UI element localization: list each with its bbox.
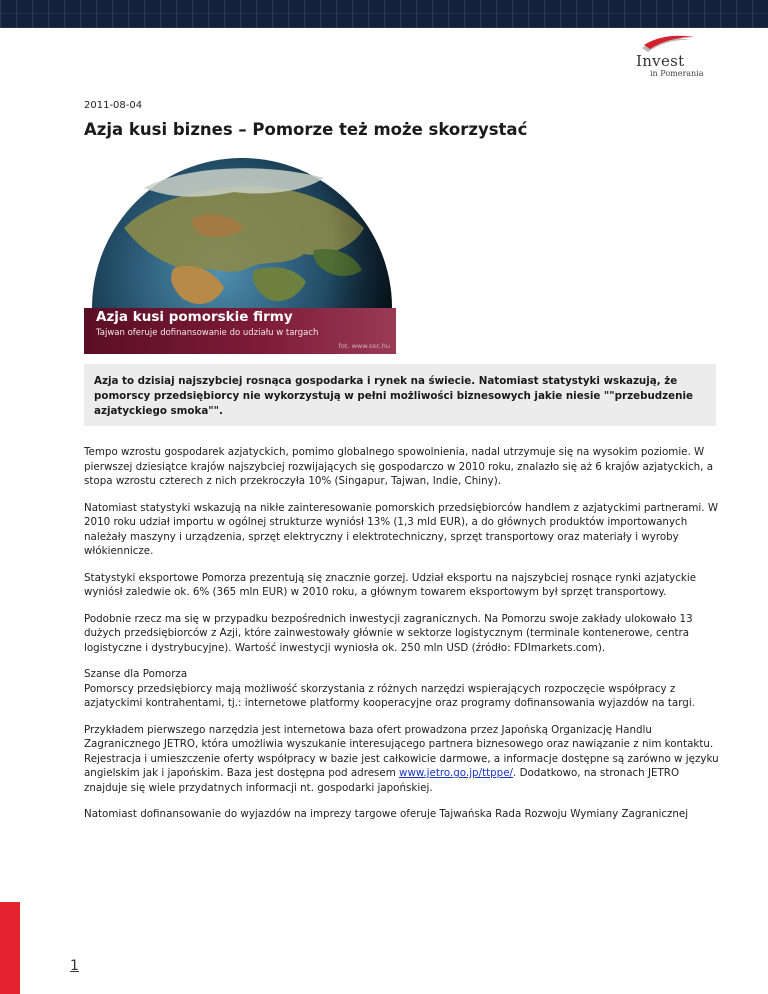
page-number: 1: [70, 958, 79, 974]
paragraph-section: [84, 667, 720, 711]
paragraph: Natomiast dofinansowanie do wyjazdów na imprezy targowe oferuje Tajwańska Rada Rozwoju Wymiany Zagranicznej: [84, 808, 689, 820]
image-credit: fot. www.sxc.hu: [338, 342, 390, 350]
invest-in-pomerania-logo[interactable]: [622, 36, 712, 82]
paragraph: Natomiast statystyki wskazują na nikłe zainteresowanie pomorskich przedsiębiorców handlem z azjatyckimi partnerami. W 2010 roku udział importu w ogólnej strukturze wyniósł 13% (1,3 mld EUR), a do głównych produktów importowanych należały maszyny i urządzenia, sprzęt elektryczny i elektrotechniczny, sprzęt transportowy oraz materiały i wyroby włókiennicze.: [84, 501, 719, 557]
section-heading: Szanse dla Pomorza: [84, 668, 188, 680]
paragraph: Podobnie rzecz ma się w przypadku bezpośrednich inwestycji zagranicznych. Na Pomorzu swoje zakłady ulokowało 13 dużych przedsiębiorców z Azji, które zainwestowały głównie w sektorze logistycznym (terminale kontenerowe, centra logistyczne i dystrybucyjne). Wartość inwestycji wyniosła ok. 250 mln USD (źródło: FDImarkets.com).: [84, 612, 693, 654]
page-accent-bar: [0, 902, 20, 994]
logo-word: Invest: [636, 52, 685, 70]
image-caption-subtitle: Tajwan oferuje dofinansowanie do udziału w targach: [96, 328, 319, 338]
article-lead: Azja to dzisiaj najszybciej rosnąca gospodarka i rynek na świecie. Natomiast statystyki wskazują, że pomorscy przedsiębiorcy nie wykorzystują w pełni możliwości biznesowych jakie niesie ""przebudzenie azjatyckiego smoka"".: [84, 364, 716, 426]
paragraph-text: Przykładem pierwszego narzędzia jest internetowa baza ofert prowadzona przez Japońską Organizację Handlu Zagranicznego JETRO, która umożliwia wyszukanie interesującego partnera biznesowego oraz nawiązanie z nim kontaktu. Rejestracja i umieszczenie oferty współpracy w bazie jest całkowicie darmowe, a informacje dostępne są zarówno w języku angielskim jak i japońskim. Baza jest dostępna pod adresem: [84, 723, 719, 779]
paragraph: Statystyki eksportowe Pomorza prezentują się znacznie gorzej. Udział eksportu na najszybciej rosnące rynki azjatyckie wyniósł zaledwie ok. 6% (365 mln EUR) w 2010 roku, a głównym towarem eksportowym był sprzęt transportowy.: [84, 571, 697, 598]
paragraph: Tempo wzrostu gospodarek azjatyckich, pomimo globalnego spowolnienia, nadal utrzymuje się na wysokim poziomie. W pierwszej dziesiątce krajów najszybciej rozwijających się gospodarczo w 2010 roku, znalazło się aż 6 krajów azjatyckich, a stopa wzrostu czterech z nich przekroczyła 10% (Singapur, Tajwan, Indie, Chiny).: [84, 446, 714, 487]
paragraph-text: . Dodatkowo, na stronach JETRO znajduje się wiele przydatnych informacji nt. gospodarki japońskiej.: [84, 767, 680, 794]
article-date: 2011-08-04: [84, 100, 143, 111]
jetro-link[interactable]: www.jetro.go.jp/ttppe/: [399, 767, 514, 779]
section-text: Pomorscy przedsiębiorcy mają możliwość skorzystania z różnych narzędzi wspierających rozpoczęcie współpracy z azjatyckimi kontrahentami, tj.: internetowe platformy kooperacyjne oraz programy dofinansowania wyjazdów na targi.: [84, 682, 695, 709]
top-banner: [0, 0, 768, 28]
paragraph: [84, 723, 720, 796]
logo-subtitle: in Pomerania: [650, 69, 704, 78]
article-hero-image: [84, 158, 396, 354]
article-body: [84, 445, 720, 834]
image-caption-title: Azja kusi pomorskie firmy: [96, 309, 293, 325]
article-title: Azja kusi biznes – Pomorze też może skorzystać: [84, 120, 528, 139]
